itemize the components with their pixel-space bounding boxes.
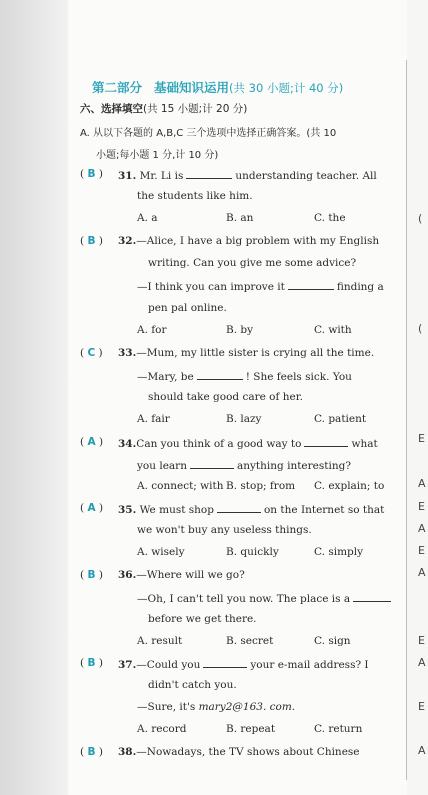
question-number: 31. [118, 170, 137, 182]
answer-bracket: ( B ) [80, 168, 103, 180]
sub-section-title: 六、选择填空 [80, 103, 143, 115]
answer-blank [186, 168, 232, 179]
answer-blank [304, 436, 348, 447]
edge-letter: E [418, 432, 425, 445]
answer-blank [190, 458, 234, 469]
question-line: the students like him. [137, 190, 253, 202]
answer-blank [288, 279, 334, 290]
option-b: B. quickly [226, 546, 279, 558]
option-b: B. secret [226, 635, 274, 647]
question-32: 32.—Alice, I have a big problem with my English [118, 235, 380, 247]
option-a: A. result [137, 635, 183, 647]
option-c: C. with [314, 324, 352, 336]
question-number: 36. [118, 569, 137, 581]
question-line: —Oh, I can't tell you now. The place is a [137, 591, 394, 605]
question-38: 38.—Nowadays, the TV shows about Chinese [118, 746, 360, 758]
question-line: writing. Can you give me some advice? [148, 257, 357, 269]
column-divider [406, 60, 407, 780]
question-line: —Mary, be ! She feels sick. You [137, 371, 352, 383]
option-a: A. a [137, 212, 158, 224]
question-line: didn't catch you. [148, 679, 237, 691]
option-b: B. an [226, 212, 254, 224]
edge-letter: ( [418, 322, 423, 335]
option-c: C. sign [314, 635, 351, 647]
question-number: 32. [118, 235, 137, 247]
answer-mark: A [87, 436, 96, 448]
question-number: 35. [118, 504, 137, 516]
question-line: you learn anything interesting? [137, 460, 351, 472]
answer-mark: B [87, 746, 96, 758]
option-a: A. for [137, 324, 167, 336]
option-a: A. wisely [137, 546, 185, 558]
option-b: B. by [226, 324, 254, 336]
answer-bracket: ( B ) [80, 657, 103, 669]
option-a: A. record [137, 723, 187, 735]
question-35: 35. We must shop on the Internet so that [118, 504, 385, 516]
option-a: A. fair [137, 413, 170, 425]
answer-mark: B [87, 235, 96, 247]
instruction-line-1: A. 从以下各题的 A,B,C 三个选项中选择正确答案。(共 10 [80, 128, 337, 139]
question-number: 37. [118, 659, 137, 671]
question-31: 31. Mr. Li is understanding teacher. All [118, 170, 377, 182]
edge-letter: A [418, 566, 426, 579]
edge-letter: E [418, 700, 425, 713]
edge-letter: E [418, 634, 425, 647]
section-heading [92, 78, 343, 96]
question-number: 34. [118, 438, 137, 450]
instruction-line-2: 小题;每小题 1 分,计 10 分) [96, 150, 219, 161]
option-b: B. stop; from [226, 480, 296, 492]
section-part: 第二部分 [92, 80, 143, 95]
edge-letter: A [418, 656, 426, 669]
answer-blank [353, 591, 391, 602]
question-line: should take good care of her. [148, 391, 303, 403]
question-37: 37.—Could you your e-mail address? I [118, 659, 369, 671]
option-a: A. connect; with [137, 480, 224, 492]
sub-section-note: (共 15 小题;计 20 分) [143, 103, 248, 115]
question-34: 34.Can you think of a good way to what [118, 438, 378, 450]
edge-letter: A [418, 522, 426, 535]
answer-mark: C [87, 347, 96, 359]
edge-letter: A [418, 744, 426, 757]
question-36: 36.—Where will we go? [118, 569, 245, 581]
question-line: pen pal online. [148, 302, 227, 314]
answer-bracket: ( A ) [80, 502, 104, 514]
left-page-gutter [0, 0, 72, 795]
answer-bracket: ( A ) [80, 436, 104, 448]
question-line: we won't buy any useless things. [137, 524, 312, 536]
next-page-edge [407, 0, 428, 795]
answer-blank [217, 502, 261, 513]
option-b: B. lazy [226, 413, 262, 425]
option-c: C. the [314, 212, 346, 224]
question-number: 33. [118, 347, 137, 359]
edge-letter: E [418, 500, 425, 513]
email-address: mary2@163. com. [198, 701, 296, 713]
question-line: —Sure, it's mary2@163. com. [137, 701, 296, 713]
sub-section-heading [80, 101, 247, 116]
answer-blank [203, 657, 247, 668]
edge-letter: A [418, 477, 426, 490]
answer-bracket: ( B ) [80, 235, 103, 247]
question-33: 33.—Mum, my little sister is crying all the time. [118, 347, 375, 359]
answer-mark: B [87, 657, 96, 669]
edge-letter: E [418, 544, 425, 557]
answer-mark: B [87, 569, 96, 581]
option-c: C. explain; to [314, 480, 385, 492]
option-b: B. repeat [226, 723, 276, 735]
answer-bracket: ( B ) [80, 746, 103, 758]
answer-bracket: ( B ) [80, 569, 103, 581]
answer-mark: B [87, 168, 96, 180]
option-c: C. return [314, 723, 363, 735]
edge-letter: ( [418, 212, 423, 225]
option-c: C. simply [314, 546, 364, 558]
question-line: —I think you can improve it finding a [137, 281, 384, 293]
answer-blank [197, 369, 243, 380]
question-number: 38. [118, 746, 137, 758]
section-title: 基础知识运用 [154, 80, 230, 95]
question-line: before we get there. [148, 613, 257, 625]
option-c: C. patient [314, 413, 367, 425]
section-note: (共 30 小题;计 40 分) [229, 81, 344, 95]
answer-bracket: ( C ) [80, 347, 103, 359]
answer-mark: A [87, 502, 96, 514]
